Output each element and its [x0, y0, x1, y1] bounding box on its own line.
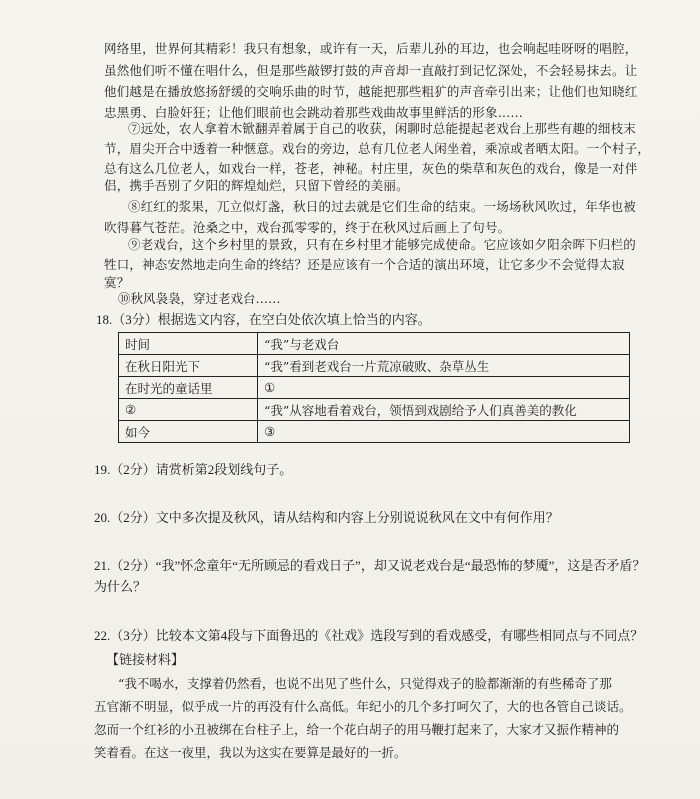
question-22: 22.（3分）比较本文第4段与下面鲁迅的《社戏》选段写到的看戏感受，有哪些相同点与不同点？ [94, 628, 644, 643]
quote-line: “我不喝水，支撑着仍然看，也说不出见了些什么，只觉得戏子的脸都渐渐的有些稀奇了那 [118, 676, 612, 691]
text-line: ⑧红红的浆果，兀立似灯盏，秋日的过去就是它们生命的结束。一场场秋风吹过，年华也被 [128, 199, 637, 214]
text-line: ⑦远处，农人拿着木锨翻弄着属于自己的收获，闲聊时总能提起老戏台上那些有趣的细枝末 [128, 121, 637, 136]
text-line: 吹得暮气苍茫。沧桑之中，戏台孤零零的，终于在秋风过后画上了句号。 [104, 220, 511, 235]
question-21-line-2: 为什么？ [94, 579, 147, 594]
table-row [119, 421, 630, 443]
table-cell: 在时光的童话里 [119, 377, 258, 399]
table-header-row [119, 333, 630, 355]
table-row [119, 355, 630, 377]
question-19: 19.（2分）请赏析第2段划线句子。 [94, 462, 293, 477]
text-line: 节，眉尖开合中透着一种惬意。戏台的旁边，总有几位老人闲坐着，乘凉或者晒太阳。一个村子， [104, 141, 651, 156]
text-line: ⑨老戏台，这个乡村里的景致，只有在乡村里才能够完成使命。它应该如夕阳余晖下归栏的 [128, 237, 637, 252]
table-cell: “我”从容地看着戏台，领悟到戏剧给予人们真善美的教化 [258, 399, 630, 421]
answer-blank-3[interactable]: ③ [258, 421, 630, 443]
table-cell: 如今 [119, 421, 258, 443]
table-cell: 在秋日阳光下 [119, 355, 258, 377]
table-header-cell: “我”与老戏台 [258, 333, 630, 355]
quote-line: 忽而一个红衫的小丑被绑在台柱子上，给一个花白胡子的用马鞭打起来了，大家才又振作精神的 [94, 722, 620, 737]
table-row [119, 377, 630, 399]
quote-line: 笑着看。在这一夜里，我以为这实在要算是最好的一折。 [94, 745, 407, 760]
question-20: 20.（2分）文中多次提及秋风，请从结构和内容上分别说说秋风在文中有何作用？ [94, 510, 559, 525]
text-line: 他们越是在播放悠扬舒缓的交响乐曲的时节，越能把那些粗犷的声音牵引出来；让他们也知晓红 [104, 84, 638, 99]
table-cell: “我”看到老戏台一片荒凉破败、杂草丛生 [258, 355, 630, 377]
text-line: 牲口，神态安然地走向生命的终结？还是应该有一个合适的演出环境，让它多少不会觉得太寂 [104, 257, 625, 272]
table-row [119, 399, 630, 421]
text-line: 虽然他们听不懂在唱什么，但是那些敲锣打鼓的声音却一直敲打到记忆深处，不会轻易抹去。让 [104, 63, 638, 78]
link-material-label: 【链接材料】 [106, 652, 185, 667]
text-line: 忠黑勇、白脸奸狂；让他们眼前也会跳动着那些戏曲故事里鲜活的形象…… [104, 105, 524, 120]
question-18-label: 18.（3分）根据选文内容，在空白处依次填上恰当的内容。 [96, 312, 431, 327]
text-line: 侣，携手吾别了夕阳的辉煌灿烂，只留下曾经的美丽。 [104, 178, 409, 193]
table-header-cell: 时间 [119, 333, 258, 355]
answer-blank-1[interactable]: ① [258, 377, 630, 399]
answer-blank-2[interactable]: ② [119, 399, 258, 421]
quote-line: 五官渐不明显，似乎成一片的再没有什么高低。年纪小的几个多打呵欠了，大的也各管自己谈话。 [94, 699, 632, 714]
passage-paragraph-10-text: ⑩秋风袅袅，穿过老戏台…… [118, 291, 281, 306]
text-line: 总有这么几位老人，如戏台一样，苍老，神秘。村庄里，灰色的柴草和灰色的戏台，像是一对伴 [104, 161, 638, 176]
text-line: 网络里，世界何其精彩！我只有想象，或许有一天，后辈儿孙的耳边，也会响起哇呀呀的唱腔， [104, 41, 638, 56]
question-18-table [118, 332, 630, 443]
question-21-line-1: 21.（2分）“我”怀念童年“无所顾忌的看戏日子”，却又说老戏台是“最恐怖的梦魇”，这是否矛盾？ [94, 558, 646, 573]
text-line: 寞？ [104, 275, 130, 290]
